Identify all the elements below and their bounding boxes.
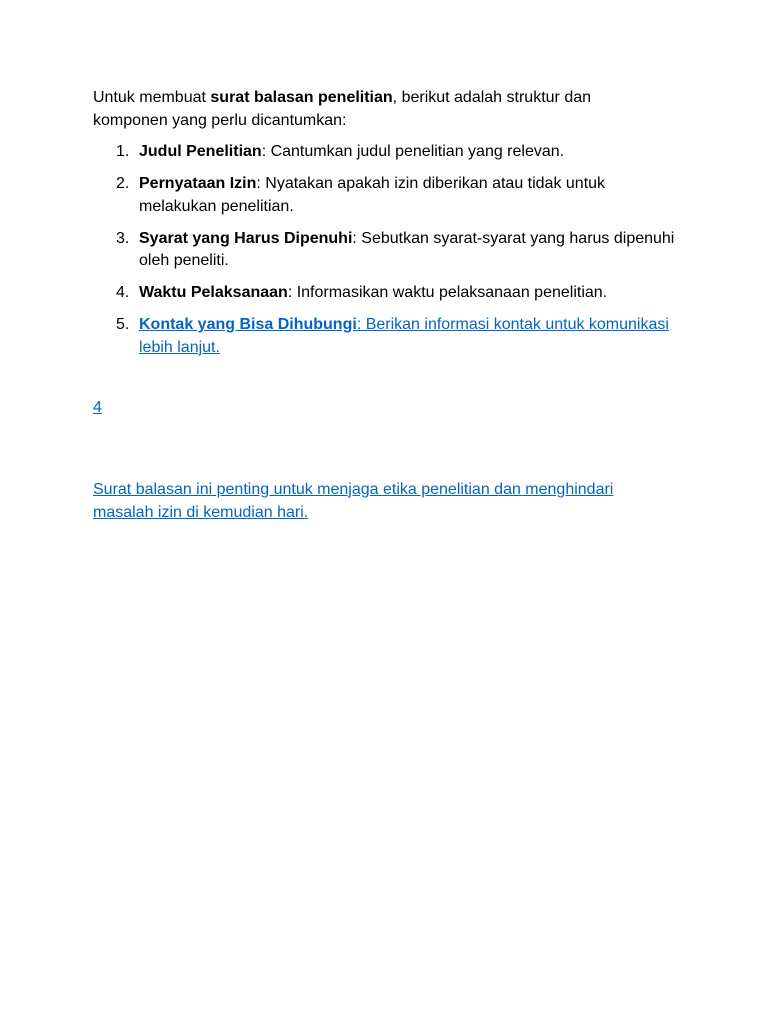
closing-paragraph <box>93 479 653 524</box>
list-item-text: : Informasikan waktu pelaksanaan penelitian. <box>287 284 608 301</box>
intro-paragraph <box>93 87 653 132</box>
components-list <box>93 141 683 369</box>
intro-bold-term: surat balasan penelitian <box>210 89 393 106</box>
list-item-title: Judul Penelitian <box>139 143 262 160</box>
list-item-number: 5. <box>116 316 130 333</box>
list-item <box>93 228 683 273</box>
list-item-number: 4. <box>116 284 130 301</box>
list-item-title: Waktu Pelaksanaan <box>139 284 288 301</box>
list-item <box>93 282 683 305</box>
closing-link[interactable]: Surat balasan ini penting untuk menjaga etika penelitian dan menghindari masalah izin di kemudian hari. <box>93 481 614 521</box>
list-item-text: : Berikan informasi kontak untuk komunikasi lebih lanjut. <box>139 316 669 356</box>
list-item-title: Syarat yang Harus Dipenuhi <box>139 229 353 247</box>
list-item <box>93 173 683 218</box>
list-item-text: : Cantumkan judul penelitian yang relevan. <box>261 143 565 160</box>
intro-text-after: , berikut adalah struktur dan komponen yang perlu dicantumkan: <box>93 89 592 129</box>
list-item <box>93 141 683 164</box>
list-item[interactable] <box>93 314 683 359</box>
list-item-text: : Sebutkan syarat-syarat yang harus dipenuhi oleh peneliti. <box>139 229 675 269</box>
list-item-number: 1. <box>116 143 130 160</box>
list-item-text: : Nyatakan apakah izin diberikan atau tidak untuk melakukan penelitian. <box>139 175 606 215</box>
list-item-title: Pernyataan Izin <box>139 175 257 192</box>
list-item-title: Kontak yang Bisa Dihubungi <box>139 316 357 333</box>
list-item-number: 2. <box>116 175 130 192</box>
list-item-number: 3. <box>116 229 130 247</box>
intro-text-before: Untuk membuat <box>93 89 211 106</box>
contact-link[interactable] <box>139 316 669 356</box>
page-number-link[interactable]: 4 <box>93 399 102 416</box>
